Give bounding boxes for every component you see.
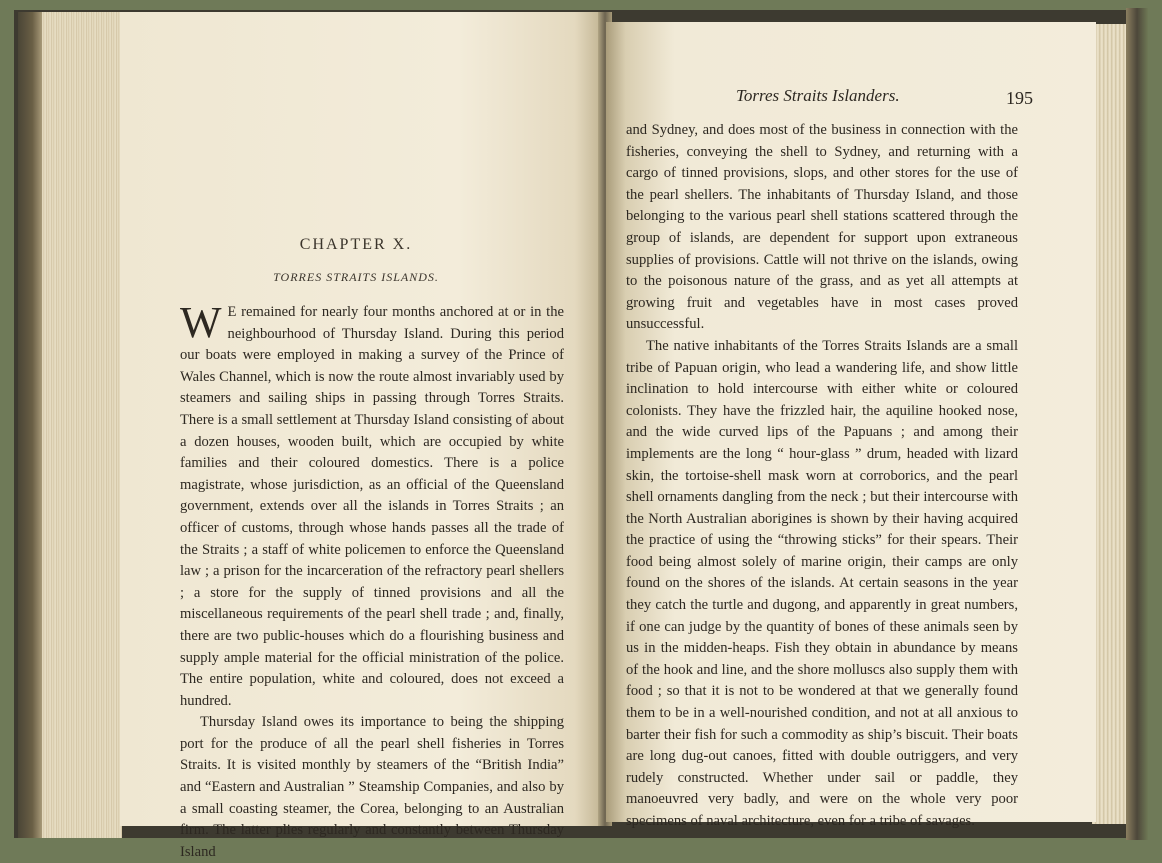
left-page-body (180, 298, 564, 863)
right-paragraph-1: and Sydney, and does most of the business in connection with the fisheries, conveying the shell to Sydney, and returning with a cargo of tinned provisions, slops, and other stores for the use of the pearl shellers. The inhabitants of Thursday Island, and those belonging to the various pearl shell stations scattered through the group of islands, are dependent for support upon extraneous supplies of provisions. Cattle will not thrive on the islands, owing to the poisonous nature of the grass, and as yet all attempts at growing fruit and vegetables have in most cases proved unsuccessful. (626, 122, 1018, 333)
page-number: 195 (1006, 88, 1033, 108)
left-page-edges (42, 12, 122, 838)
right-cover-edge (1126, 8, 1148, 840)
right-page (606, 22, 1096, 829)
right-page-body (626, 120, 1018, 833)
right-paragraph-2: The native inhabitants of the Torres Straits Islands are a small tribe of Papuan origin, who lead a wandering life, and show little inclination to hold intercourse with either white or coloured colonists. They have the frizzled hair, the aquiline hooked nose, and the wide curved lips of the Papuans ; and among their implements are the long “ hour-glass ” drum, headed with lizard skin, the tortoise-shell mask worn at corroborics, and the pearl shell ornaments dangling from the neck ; but their intercourse with the North Australian aborigines is shown by their having acquired the practice of using the “throwing sticks” for their spears. Their food being almost solely of marine origin, their camps are only found on the shores of the islands. At certain seasons in the year they catch the turtle and dugong, and apparently in great numbers, if one can judge by the quantity of bones of these animals seen by us in the midden-heaps. Fish they obtain in abundance by means of the hook and line, and the shore molluscs also supply them with food ; so that it is not to be wondered at that we generally found them to be in a well-nourished condition, and not at all anxious to barter their fish for such a commodity as ship’s biscuit. Their boats are long dug-out canoes, fitted with double outriggers, and very rudely constructed. Whether under sail or paddle, they manoeuvred very badly, and were on the whole very poor specimens of naval architecture, even for a tribe of savages. (626, 337, 1018, 829)
chapter-subtitle: TORRES STRAITS ISLANDS. (273, 270, 439, 284)
left-paragraph-1 (180, 298, 564, 712)
left-paragraph-2: Thursday Island owes its importance to being the shipping port for the produce of all the pearl shell fisheries in Torres Straits. It is visited monthly by steamers of the “British India” and “Eastern and Australian ” Steamship Companies, and also by a small coasting steamer, the Corea, belonging to an Australian firm. The latter plies regularly and constantly between Thursday Island (180, 714, 564, 860)
drop-cap: W (180, 298, 222, 347)
left-page (120, 12, 604, 860)
left-cover-edge (18, 12, 42, 838)
running-head: Torres Straits Islanders. (736, 86, 900, 105)
left-paragraph-1-text: E remained for nearly four months anchored at or in the neighbourhood of Thursday Island. During this period our boats were employed in making a survey of the Prince of Wales Channel, which is now the route almost invariably used by steamers and sailing ships in passing through Torres Straits. There is a small settlement at Thursday Island consisting of about a dozen houses, wooden built, which are occupied by white families and their coloured domestics. There is a police magistrate, whose jurisdiction, as an official of the Queensland government, extends over all the islands in Torres Straits ; an officer of customs, through whose hands passes all the trade of the Straits ; a staff of white policemen to enforce the Queensland law ; a prison for the incarceration of the refractory pearl shellers ; a store for the supply of tinned provisions and all the miscellaneous requirements of the pearl shell trade ; and, finally, there are two public-houses which do a flourishing business and supply ample material for the official ministration of the police. The entire population, white and coloured, does not exceed a hundred. (180, 304, 564, 709)
right-page-edges (1092, 24, 1126, 824)
chapter-title: CHAPTER X. (299, 236, 413, 253)
